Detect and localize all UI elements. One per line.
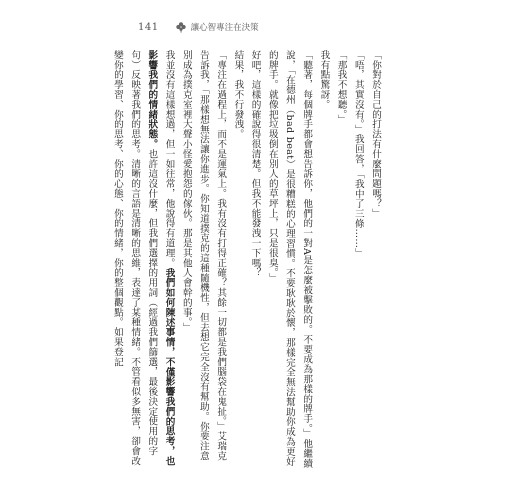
paragraph — [350, 50, 367, 470]
paragraph-text: 「唔，其實沒有。」我回答，「我中了三條……」 — [352, 50, 364, 259]
body-text — [109, 50, 384, 470]
page-number: 141 — [138, 21, 159, 33]
paragraph — [229, 50, 246, 470]
paragraph — [315, 50, 332, 470]
paragraph-text: 結果，我不行發洩。 — [232, 50, 244, 140]
paragraph — [109, 50, 178, 470]
clover-icon — [175, 21, 187, 33]
running-header — [138, 20, 259, 34]
paragraph-text: 也許這沒什麼，但我們選擇的用詞（經過我們篩選，最後決定使用的字句）反映著我們的思考。清晰的言語是清晰的思維，表達了某種情緒。不管看似多無害，卻會改變你的學習、你的思考、你的心態、你的情緒，你的整個觀點。如果登記 — [111, 50, 158, 466]
paragraph — [367, 50, 384, 470]
emphasized-text: 我們如何陳述事情，不僅影響我們的思考，也影響我們的情緒狀態。 — [146, 50, 175, 466]
paragraph — [178, 50, 230, 470]
paragraph-text: 「你對於自己的打法有什麼問題嗎？」 — [370, 50, 381, 219]
book-title: 讓心智專注在決策 — [190, 23, 259, 33]
paragraph-text: 「聽著，每個牌手都會想告訴你，他們的一對A是怎麼被擊敗的。不要成為那樣的牌手。」他繼續說，「在德州（bad beat）是很糟糕的心理習慣。不要耿耿於懷，那樣完全無法幫助你成為更好的牌手。就像把垃圾倒在別人的草坪上，只是很臭。」 — [266, 50, 313, 469]
paragraph — [264, 50, 316, 470]
paragraph — [332, 50, 349, 470]
paragraph-text: 「專注在過程上，而不是運氣上。我有沒有打得正確？其餘一切都是我們腦袋在鬼扯。」艾瑞克告訴我，「那樣想無法讓你進步。你知道撲克的這種隨機性，但去想它完全沒有幫助。你要注意別成為撲克室裡大聲小怪愛抱怨的傢伙。那是其他人會幹的事。」 — [180, 50, 227, 461]
paragraph-text: 「那我不想聽。」 — [335, 50, 347, 125]
paragraph — [246, 50, 263, 470]
paragraph-text: 好吧，這樣的確說得很清楚。但我不能發洩一下嗎？ — [249, 50, 261, 278]
paragraph-text: 我有點驚訝。 — [318, 50, 330, 110]
paragraph-text: 我並沒有這樣想過，但一如往常，他說得有道理。 — [163, 50, 175, 268]
